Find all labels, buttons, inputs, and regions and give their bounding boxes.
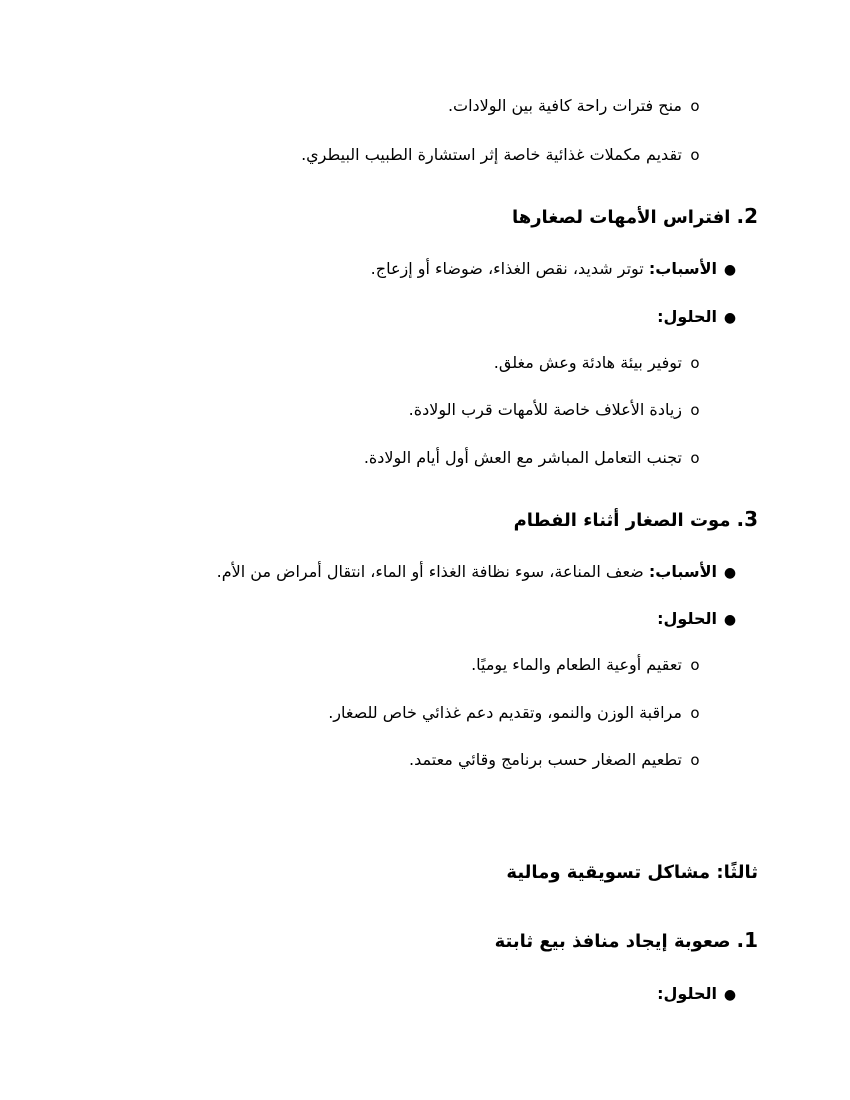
list-item [471,654,708,676]
list-item [364,447,708,469]
circle-bullet-icon: o [690,146,700,164]
circle-bullet-icon: o [690,751,700,769]
bullet-dot-icon: ● [723,262,737,278]
list-item-text: توفير بيئة هادئة وعش مغلق. [493,353,682,372]
bullet-dot-icon: ● [723,612,737,628]
section-heading [495,929,758,953]
causes-item [217,561,743,584]
circle-bullet-icon: o [690,704,700,722]
solutions-label: الحلول: [657,307,717,326]
bullet-dot-icon: ● [723,565,737,581]
list-item-text: تقديم مكملات غذائية خاصة إثر استشارة الطبيب البيطري. [301,145,682,164]
solutions-item [657,608,743,631]
circle-bullet-icon: o [690,449,700,467]
causes-item [371,258,743,281]
section-title: موت الصغار أثناء الفطام [513,510,731,531]
list-item-text: مراقبة الوزن والنمو، وتقديم دعم غذائي خاص للصغار. [328,703,682,722]
solutions-label: الحلول: [657,609,717,628]
section-heading [514,508,758,532]
solutions-item [657,983,743,1006]
section-number: 2. [736,204,758,228]
list-item-text: زيادة الأعلاف خاصة للأمهات قرب الولادة. [408,400,682,419]
list-item [328,702,708,724]
list-item-text: تعقيم أوعية الطعام والماء يوميًا. [471,655,682,674]
bullet-dot-icon: ● [723,987,737,1003]
causes-text: توتر شديد، نقص الغذاء، ضوضاء أو إزعاج. [370,259,644,278]
part-heading [506,862,758,884]
list-item [448,95,708,117]
list-item [494,352,708,374]
section-number: 3. [736,507,758,531]
causes-text: ضعف المناعة، سوء نظافة الغذاء أو الماء، انتقال أمراض من الأم. [216,562,644,581]
list-item [409,399,708,421]
causes-label: الأسباب: [648,562,717,581]
part-title: ثالثًا: مشاكل تسويقية ومالية [506,862,758,883]
section-title: افتراس الأمهات لصغارها [511,207,731,228]
section-heading [512,205,758,229]
circle-bullet-icon: o [690,401,700,419]
circle-bullet-icon: o [690,656,700,674]
solutions-label: الحلول: [657,984,717,1003]
list-item-text: منح فترات راحة كافية بين الولادات. [447,96,682,115]
section-title: صعوبة إيجاد منافذ بيع ثابتة [494,931,731,952]
solutions-item [657,306,743,329]
section-number: 1. [736,928,758,952]
list-item-text: تجنب التعامل المباشر مع العش أول أيام الولادة. [363,448,682,467]
list-item-text: تطعيم الصغار حسب برنامج وقائي معتمد. [409,750,682,769]
circle-bullet-icon: o [690,354,700,372]
bullet-dot-icon: ● [723,310,737,326]
list-item [409,749,708,771]
causes-label: الأسباب: [648,259,717,278]
circle-bullet-icon: o [690,97,700,115]
list-item [301,144,708,166]
